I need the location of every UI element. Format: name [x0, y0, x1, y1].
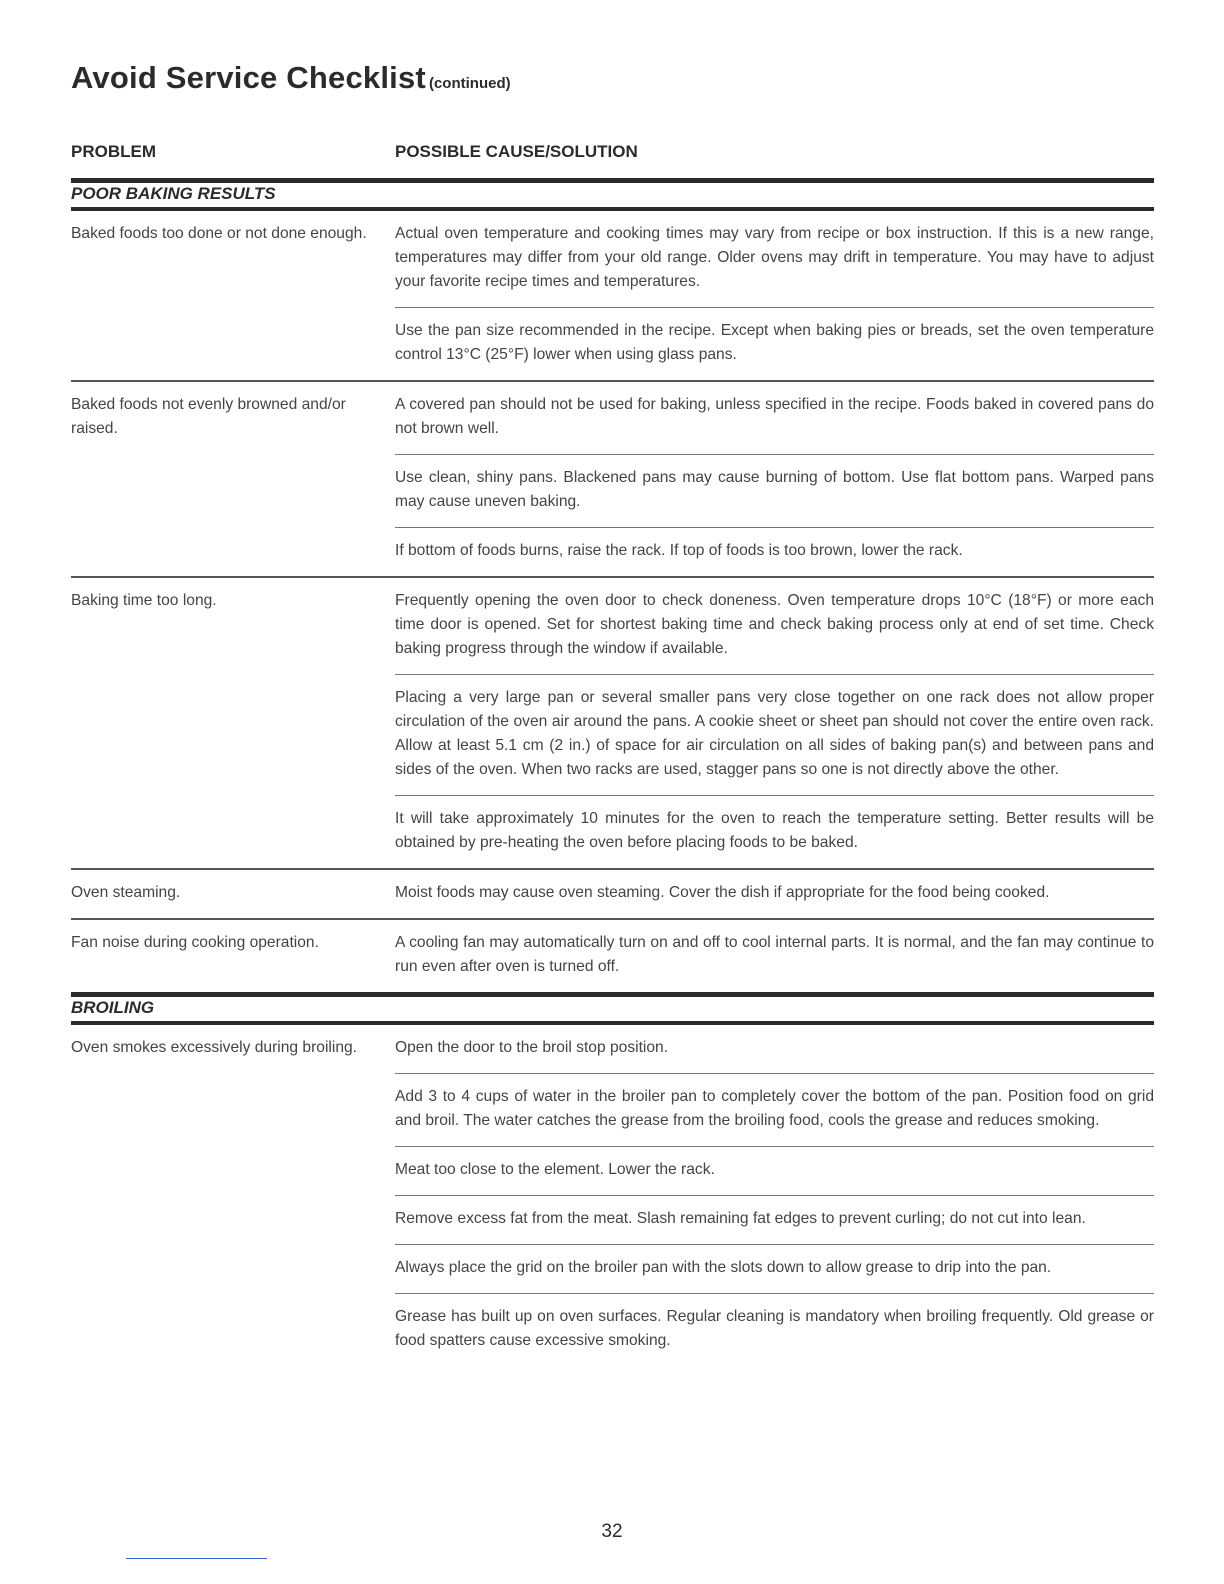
solution-list	[395, 1025, 1154, 1366]
solution-list	[395, 870, 1154, 918]
solution-item: Grease has built up on oven surfaces. Regular cleaning is mandatory when broiling frequently. Old grease or food spatters cause excessive smoking.	[395, 1293, 1154, 1366]
problem-text: Oven smokes excessively during broiling.	[71, 1039, 358, 1056]
section-heading-broiling: BROILING	[71, 992, 1154, 1025]
page-number: 32	[601, 1521, 623, 1542]
section-heading-poor-baking: POOR BAKING RESULTS	[71, 178, 1154, 211]
solution-item: Frequently opening the oven door to check doneness. Oven temperature drops 10°C (18°F) or more each time door is opened. Set for shortest baking time and check baking process only at end of set time. Check baking progress through the window if available.	[395, 592, 1154, 657]
table-row	[71, 868, 1154, 918]
column-headers	[71, 142, 1154, 168]
problem-column-header: PROBLEM	[71, 142, 156, 161]
solution-column-header: POSSIBLE CAUSE/SOLUTION	[395, 142, 638, 161]
solution-list	[395, 211, 1154, 380]
solution-item: Actual oven temperature and cooking times may vary from recipe or box instruction. If this is a new range, temperatures may differ from your old range. Older ovens may drift in temperature. You may have to adjust your favorite recipe times and temperatures.	[395, 225, 1154, 290]
table-row	[71, 380, 1154, 576]
solution-item: Use the pan size recommended in the recipe. Except when baking pies or breads, set the oven temperature control 13°C (25°F) lower when using glass pans.	[395, 307, 1154, 380]
solution-item: A cooling fan may automatically turn on and off to cool internal parts. It is normal, and the fan may continue to run even after oven is turned off.	[395, 934, 1154, 975]
problem-text: Oven steaming.	[71, 884, 181, 901]
problem-text: Baked foods too done or not done enough.	[71, 225, 367, 242]
solution-item: It will take approximately 10 minutes for the oven to reach the temperature setting. Better results will be obtained by pre-heating the oven before placing foods to be baked.	[395, 795, 1154, 868]
solution-list	[395, 920, 1154, 992]
solution-item: Moist foods may cause oven steaming. Cover the dish if appropriate for the food being cooked.	[395, 884, 1050, 901]
problem-text: Baked foods not evenly browned and/or raised.	[71, 396, 346, 437]
solution-item: Open the door to the broil stop position.	[395, 1039, 669, 1056]
page-title-main: Avoid Service Checklist	[71, 60, 426, 95]
solution-item: Add 3 to 4 cups of water in the broiler pan to completely cover the bottom of the pan. Position food on grid and broil. The water catches the grease from the broiling food, cools the grease and reduces smoking.	[395, 1073, 1154, 1146]
table-row	[71, 211, 1154, 380]
bottom-divider	[126, 1558, 267, 1559]
solution-item: If bottom of foods burns, raise the rack. If top of foods is too brown, lower the rack.	[395, 527, 1154, 576]
solution-item: Use clean, shiny pans. Blackened pans may cause burning of bottom. Use flat bottom pans. Warped pans may cause uneven baking.	[395, 454, 1154, 527]
solution-list	[395, 382, 1154, 576]
page-title-continued: (continued)	[428, 75, 511, 92]
solution-list	[395, 578, 1154, 868]
solution-item: Placing a very large pan or several smaller pans very close together on one rack does not allow proper circulation of the oven air around the pans. A cookie sheet or sheet pan should not cover the entire oven rack. Allow at least 5.1 cm (2 in.) of space for air circulation on all sides of baking pan(s) and between pans and sides of the oven. When two racks are used, stagger pans so one is not directly above the other.	[395, 674, 1154, 795]
checklist-page	[71, 52, 1154, 1366]
solution-item: Always place the grid on the broiler pan with the slots down to allow grease to drip into the pan.	[395, 1244, 1154, 1293]
solution-item: A covered pan should not be used for baking, unless specified in the recipe. Foods baked in covered pans do not brown well.	[395, 396, 1154, 437]
problem-text: Fan noise during cooking operation.	[71, 934, 319, 951]
solution-item: Remove excess fat from the meat. Slash remaining fat edges to prevent curling; do not cut into lean.	[395, 1195, 1154, 1244]
page-title	[71, 52, 1154, 102]
table-row	[71, 918, 1154, 992]
table-row	[71, 1025, 1154, 1366]
problem-text: Baking time too long.	[71, 592, 217, 609]
solution-item: Meat too close to the element. Lower the rack.	[395, 1146, 1154, 1195]
table-row	[71, 576, 1154, 868]
